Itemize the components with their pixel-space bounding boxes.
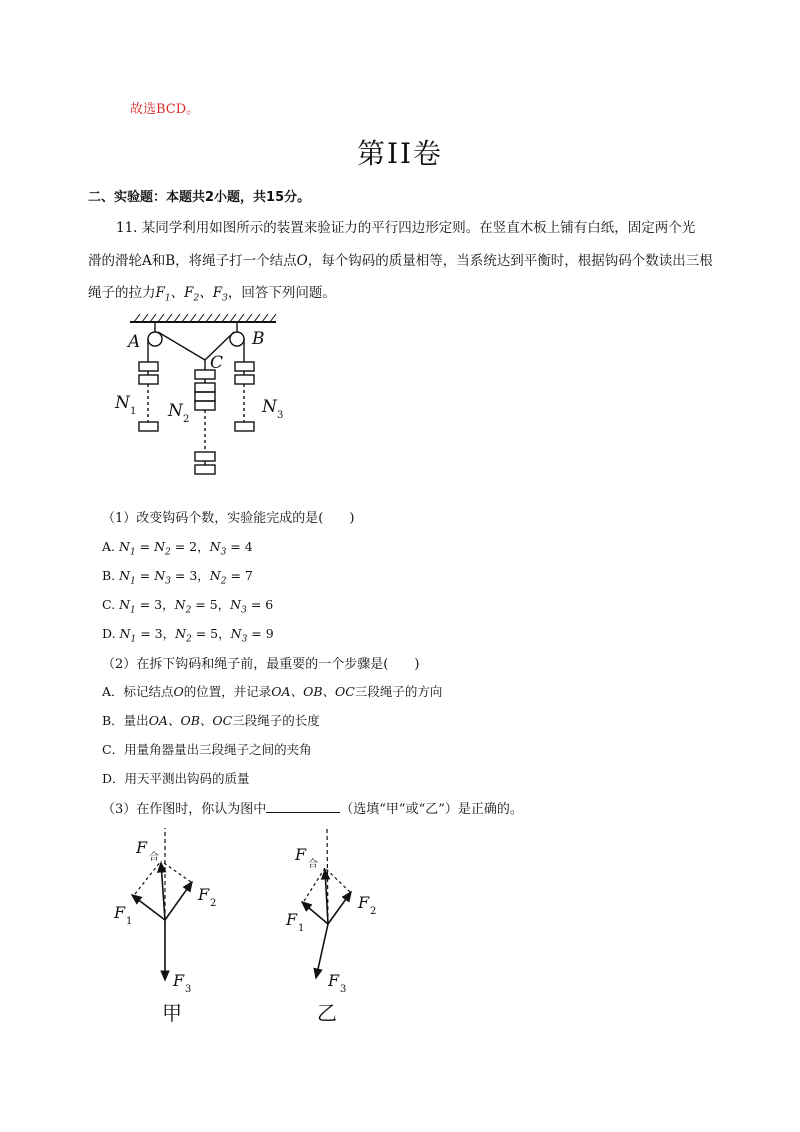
volume-title: 第II卷 — [356, 137, 444, 170]
label-n1-sub: 1 — [130, 406, 137, 417]
answer-note: 故选BCD。 — [130, 102, 200, 117]
part3-prompt: （3）在作图时，你认为图中 （选填“甲”或“乙”）是正确的。 — [102, 802, 523, 817]
part2-option-b: B．量出OA、OB、OC三段绳子的长度 — [102, 713, 320, 728]
intro-text: 绳子的拉力 — [88, 285, 156, 301]
question-intro-text-1: 某同学利用如图所示的装置来验证力的平行四边形定则。在竖直木板上铺有白纸，固定两个光 — [141, 220, 696, 236]
part1-option-d: D. $N_1 = 3$，$N_2 = 5$，$N_3 = 9$ — [102, 626, 274, 645]
part1-option-b: B. $N_1 = N_3 = 3$，$N_2 = 7$ — [102, 568, 253, 587]
mass-block — [195, 465, 215, 474]
label-f2-sub: 2 — [370, 906, 377, 917]
label-f1: F — [286, 910, 298, 929]
label-n3: N — [262, 397, 277, 417]
answer-blank[interactable] — [266, 801, 340, 813]
label-f-he: F — [136, 838, 148, 857]
part1-prompt: （1）改变钩码个数，实验能完成的是( ) — [102, 511, 355, 526]
label-f1-sub: 1 — [126, 916, 133, 927]
part2-option-c: C．用量角器量出三段绳子之间的夹角 — [102, 742, 312, 757]
label-n2-sub: 2 — [183, 414, 190, 425]
pulley-apparatus-figure — [110, 312, 300, 482]
label-yi: 乙 — [317, 1001, 337, 1025]
label-f2: F — [198, 885, 210, 904]
part2-prompt: （2）在拆下钩码和绳子前，最重要的一个步骤是( ) — [102, 657, 420, 672]
section-header: 二、实验题：本题共2小题，共15分。 — [88, 190, 311, 205]
question-intro-line-3 — [88, 281, 336, 304]
diagram-yi — [302, 828, 351, 978]
label-b: B — [252, 329, 265, 349]
force-symbols: $F_1$、$F_2$、$F_3$ — [155, 285, 228, 304]
part1-option-c: C. $N_1 = 3$，$N_2 = 5$，$N_3 = 6$ — [102, 597, 274, 616]
mass-block — [195, 392, 215, 401]
label-f3: F — [173, 971, 185, 990]
intro-text: 滑的滑轮A和B，将绳子打一个结点 — [88, 253, 297, 269]
mass-block — [235, 375, 254, 384]
force-diagrams-figure — [100, 828, 400, 1028]
mass-block — [195, 383, 215, 392]
pulley-a — [148, 332, 162, 346]
label-f1-sub: 1 — [298, 923, 305, 934]
question-intro-line-1 — [116, 216, 695, 236]
label-f-he-sub: 合 — [308, 859, 318, 870]
mass-block — [235, 422, 254, 431]
label-f1: F — [114, 903, 126, 922]
point-o: O — [296, 253, 308, 269]
mass-block — [195, 452, 215, 461]
question-number: 11. — [116, 220, 138, 236]
part1-option-a: A. $N_1 = N_2 = 2$，$N_3 = 4$ — [102, 539, 253, 558]
label-jia: 甲 — [162, 1001, 182, 1025]
label-f-he: F — [295, 845, 307, 864]
question-intro-line-2 — [88, 249, 713, 269]
mass-block — [139, 375, 158, 384]
label-n3-sub: 3 — [277, 410, 284, 421]
label-f3-sub: 3 — [185, 984, 192, 995]
mass-block — [235, 362, 254, 371]
label-f3: F — [328, 971, 340, 990]
label-c: C — [210, 353, 224, 373]
label-f2-sub: 2 — [210, 898, 217, 909]
label-a: A — [128, 332, 141, 352]
mass-block — [139, 422, 158, 431]
part2-option-d: D．用天平测出钩码的质量 — [102, 771, 250, 786]
label-n1: N — [115, 393, 130, 413]
mass-block — [195, 401, 215, 410]
mass-block — [139, 362, 158, 371]
label-n2: N — [168, 401, 183, 421]
label-f3-sub: 3 — [340, 984, 347, 995]
intro-text: ，每个钩码的质量相等，当系统达到平衡时，根据钩码个数读出三根 — [307, 253, 713, 269]
label-f-he-sub: 合 — [149, 852, 159, 863]
label-f2: F — [358, 893, 370, 912]
part2-option-a: A．标记结点O的位置，并记录OA、OB、OC三段绳子的方向 — [102, 684, 443, 699]
intro-text: ，回答下列问题。 — [227, 285, 336, 301]
